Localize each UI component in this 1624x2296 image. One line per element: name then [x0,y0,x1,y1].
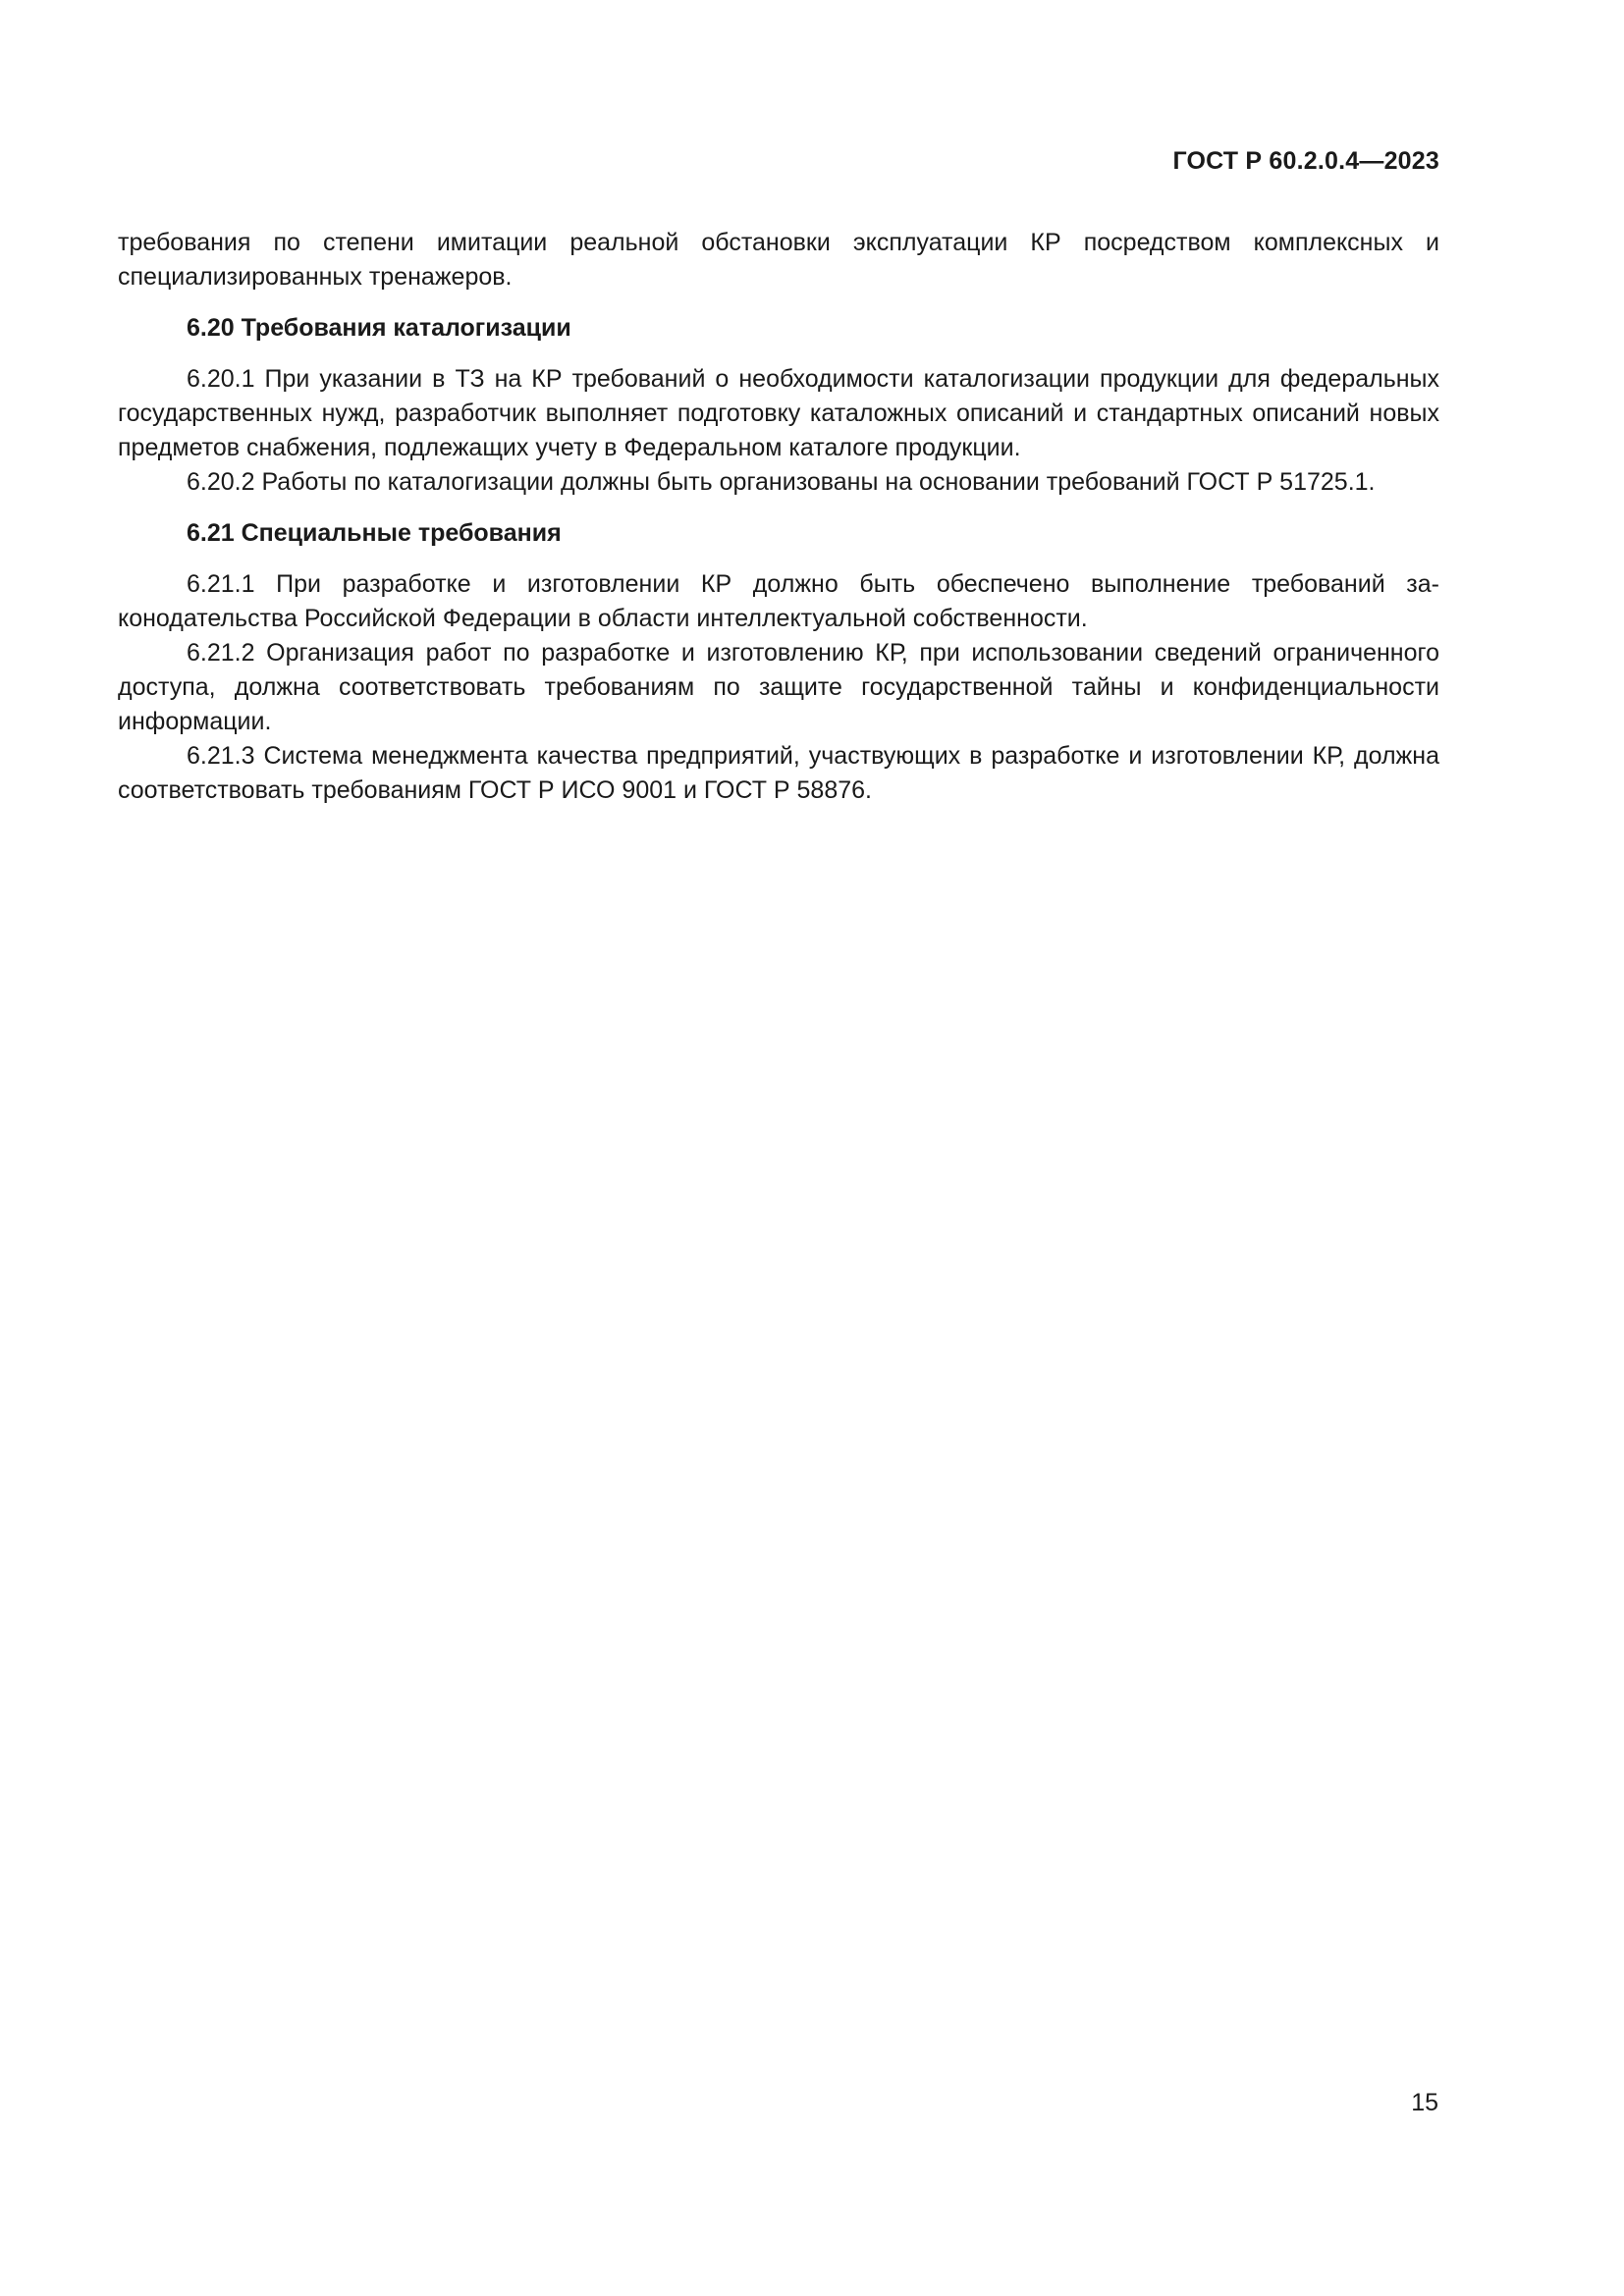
intro-paragraph: требования по степени имитации реальной обстановки эксплуатации КР посредством комплексных и специализированных тренажеров. [118,229,1439,291]
paragraph-6-21-3: 6.21.3 Система менеджмента качества предприятий, участвующих в разработке и изготовлении КР, должна соответствовать требованиям ГОСТ Р ИСО 9001 и ГОСТ Р 58876. [118,742,1439,804]
section-6-21 [118,516,1439,808]
section-6-20 [118,311,1439,500]
paragraph-6-20-1: 6.20.1 При указании в ТЗ на КР требований о необходимости каталогизации продукции для федеральных государственных нужд, разработчик выполняет подготовку каталожных описаний и стандартных описаний новых предметов снабжения, подлежащих учету в Федеральном каталоге продукции. [118,365,1439,461]
paragraph-6-21-1: 6.21.1 При разработке и изготовлении КР должно быть обеспечено выполнение требований законодательства Российской Федерации в области интеллектуальной собственности. [118,570,1439,632]
document-body [118,226,1439,808]
page-number: 15 [1411,2089,1438,2116]
section-heading: 6.20 Требования каталогизации [187,314,571,342]
paragraph-6-21-2: 6.21.2 Организация работ по разработке и изготовлению КР, при использовании сведений ограниченного доступа, должна соответствовать требованиям по защите государственной тайны и конфиденциальности информации. [118,639,1439,735]
document-code-header: ГОСТ Р 60.2.0.4—2023 [1172,147,1439,175]
paragraph-6-20-2: 6.20.2 Работы по каталогизации должны быть организованы на основании требований ГОСТ Р 51725.1. [187,468,1376,496]
section-heading: 6.21 Специальные требования [187,519,562,547]
